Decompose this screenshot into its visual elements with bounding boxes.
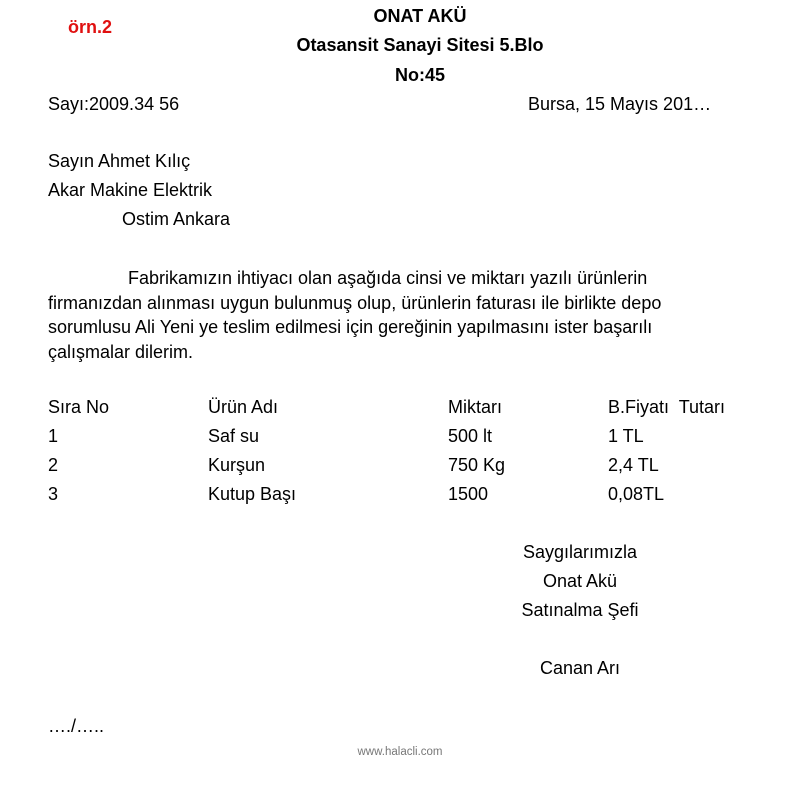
table-cell: 1 TL: [608, 426, 644, 446]
table-cell: 2,4 TL: [608, 455, 659, 475]
place-date: Bursa, 15 Mayıs 201…: [528, 94, 712, 114]
example-tag: örn.2: [68, 17, 113, 37]
table-cell: Kutup Başı: [208, 484, 297, 504]
table-cell: 0,08TL: [608, 484, 665, 504]
column-header: Miktarı: [448, 397, 502, 417]
body-line: sorumlusu Ali Yeni ye teslim edilmesi için gereğinin yapılmasını ister başarılı: [48, 317, 653, 337]
table-cell: Kurşun: [208, 455, 266, 475]
table-cell: 500 lt: [448, 426, 493, 446]
date-blank: …./…..: [48, 716, 105, 736]
closing-phrase: Saygılarımızla: [522, 542, 638, 562]
body-line: firmanızdan alınması uygun bulunmuş olup, ürünlerin faturası ile birlikte depo: [48, 292, 662, 313]
company-address: Otasansit Sanayi Sitesi 5.Blo: [296, 35, 544, 55]
recipient-city: Ostim Ankara: [122, 209, 231, 229]
body-line: Fabrikamızın ihtiyacı olan aşağıda cinsi ve miktarı yazılı ürünlerin: [128, 268, 648, 288]
table-cell: 1: [48, 426, 59, 446]
column-header: Sıra No: [48, 397, 110, 417]
recipient-name: Sayın Ahmet Kılıç: [48, 151, 191, 171]
body-line: çalışmalar dilerim.: [48, 341, 194, 362]
company-number: No:45: [394, 65, 445, 85]
reference-number: Sayı:2009.34 56: [48, 94, 180, 114]
letter-body: [48, 266, 748, 364]
signature-title: Satınalma Şefi: [521, 600, 639, 620]
company-name: ONAT AKÜ: [373, 6, 467, 26]
table-cell: 2: [48, 455, 59, 475]
footer-website: www.halacli.com: [357, 746, 443, 758]
table-cell: 750 Kg: [448, 455, 506, 475]
table-cell: Saf su: [208, 426, 260, 446]
table-cell: 1500: [448, 484, 489, 504]
signature-company: Onat Akü: [542, 571, 618, 591]
column-header: Ürün Adı: [208, 397, 279, 417]
table-cell: 3: [48, 484, 59, 504]
signature-name: Canan Arı: [539, 658, 621, 678]
column-header: B.Fiyatı Tutarı: [608, 397, 726, 417]
recipient-company: Akar Makine Elektrik: [48, 180, 213, 200]
